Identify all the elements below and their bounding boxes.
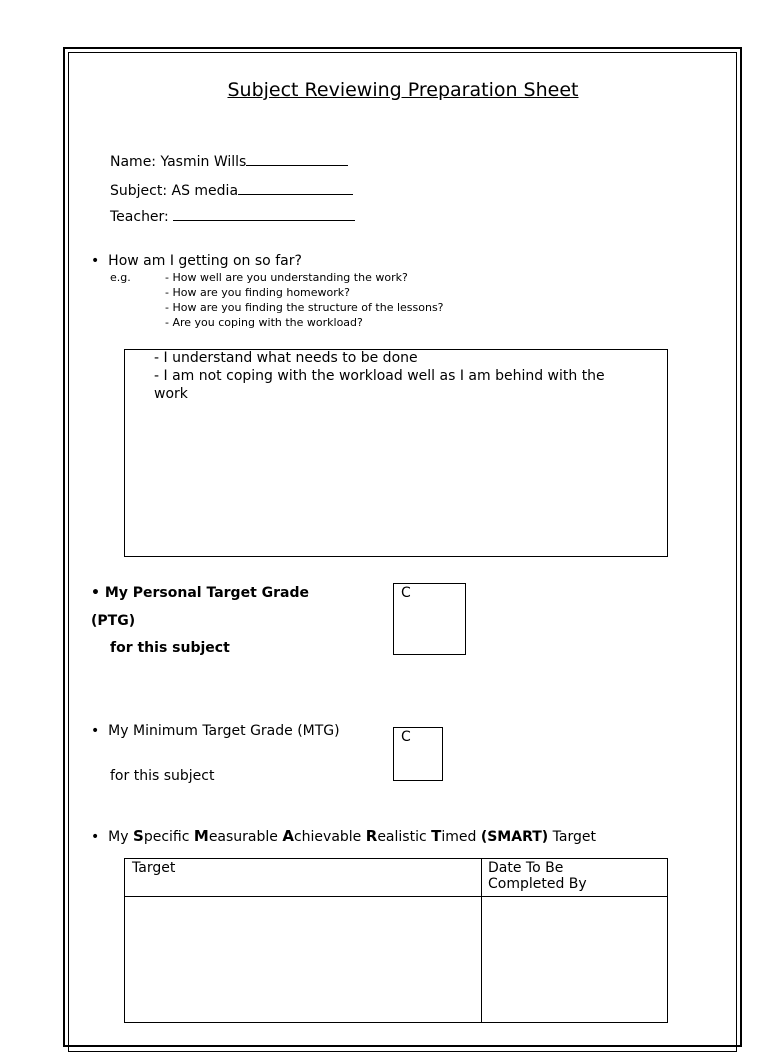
bullet-icon: • <box>91 829 100 845</box>
smart-initial: M <box>193 827 209 845</box>
smart-suffix: Target <box>548 829 596 845</box>
smart-word-rest: pecific <box>143 829 194 845</box>
example-item: - How are you finding homework? <box>165 286 350 299</box>
ptg-subtext: for this subject <box>110 640 230 656</box>
name-label: Name: Yasmin Wills <box>110 154 247 170</box>
smart-prefix: My <box>108 829 133 845</box>
example-item: - How are you finding the structure of the lessons? <box>165 301 444 314</box>
name-field <box>110 151 348 170</box>
target-cell[interactable] <box>126 898 480 1022</box>
bullet-icon: • <box>91 253 100 269</box>
table-header-date-line2: Completed By <box>488 876 587 892</box>
page-title: Subject Reviewing Preparation Sheet <box>227 79 579 101</box>
teacher-field <box>110 206 355 225</box>
subject-underline <box>238 180 353 195</box>
answer-line: - I understand what needs to be done <box>154 350 418 366</box>
mtg-subtext: for this subject <box>110 768 215 784</box>
smart-word-rest: chievable <box>293 829 366 845</box>
table-header-divider <box>125 896 667 897</box>
teacher-label: Teacher: <box>110 209 174 225</box>
smart-acronym: (SMART) <box>480 829 549 845</box>
mtg-heading-text: My Minimum Target Grade (MTG) <box>108 723 340 739</box>
smart-heading <box>91 827 596 845</box>
mtg-heading <box>91 723 340 739</box>
table-header-date <box>488 860 587 892</box>
example-item: - How well are you understanding the work? <box>165 271 408 284</box>
bullet-icon: • <box>91 723 100 739</box>
ptg-abbrev: (PTG) <box>91 613 136 629</box>
smart-target-table <box>124 858 668 1023</box>
smart-initial: R <box>365 827 378 845</box>
smart-initial: T <box>431 827 442 845</box>
answer-line: - I am not coping with the workload well as I am behind with the <box>154 368 605 384</box>
smart-initial: S <box>133 827 144 845</box>
ptg-grade-box[interactable] <box>393 583 466 655</box>
subject-label: Subject: AS media <box>110 183 239 199</box>
subject-field <box>110 180 353 199</box>
mtg-grade-value: C <box>401 729 411 745</box>
progress-question <box>91 253 302 269</box>
ptg-grade-value: C <box>401 585 411 601</box>
answer-line: work <box>154 386 188 402</box>
table-column-divider <box>481 859 482 1022</box>
table-header-target: Target <box>132 860 176 876</box>
bullet-icon: • <box>91 585 100 601</box>
progress-question-text: How am I getting on so far? <box>108 253 302 269</box>
smart-word-rest: imed <box>441 829 481 845</box>
name-underline <box>246 151 348 166</box>
ptg-heading <box>91 585 309 601</box>
smart-word-rest: ealistic <box>377 829 432 845</box>
eg-label: e.g. <box>110 271 131 284</box>
smart-word-rest: easurable <box>208 829 283 845</box>
date-cell[interactable] <box>483 898 667 1022</box>
ptg-heading-text: My Personal Target Grade <box>104 585 309 601</box>
teacher-underline <box>173 206 355 221</box>
example-item: - Are you coping with the workload? <box>165 316 363 329</box>
mtg-grade-box[interactable] <box>393 727 443 781</box>
table-header-date-line1: Date To Be <box>488 860 564 876</box>
smart-initial: A <box>282 827 294 845</box>
